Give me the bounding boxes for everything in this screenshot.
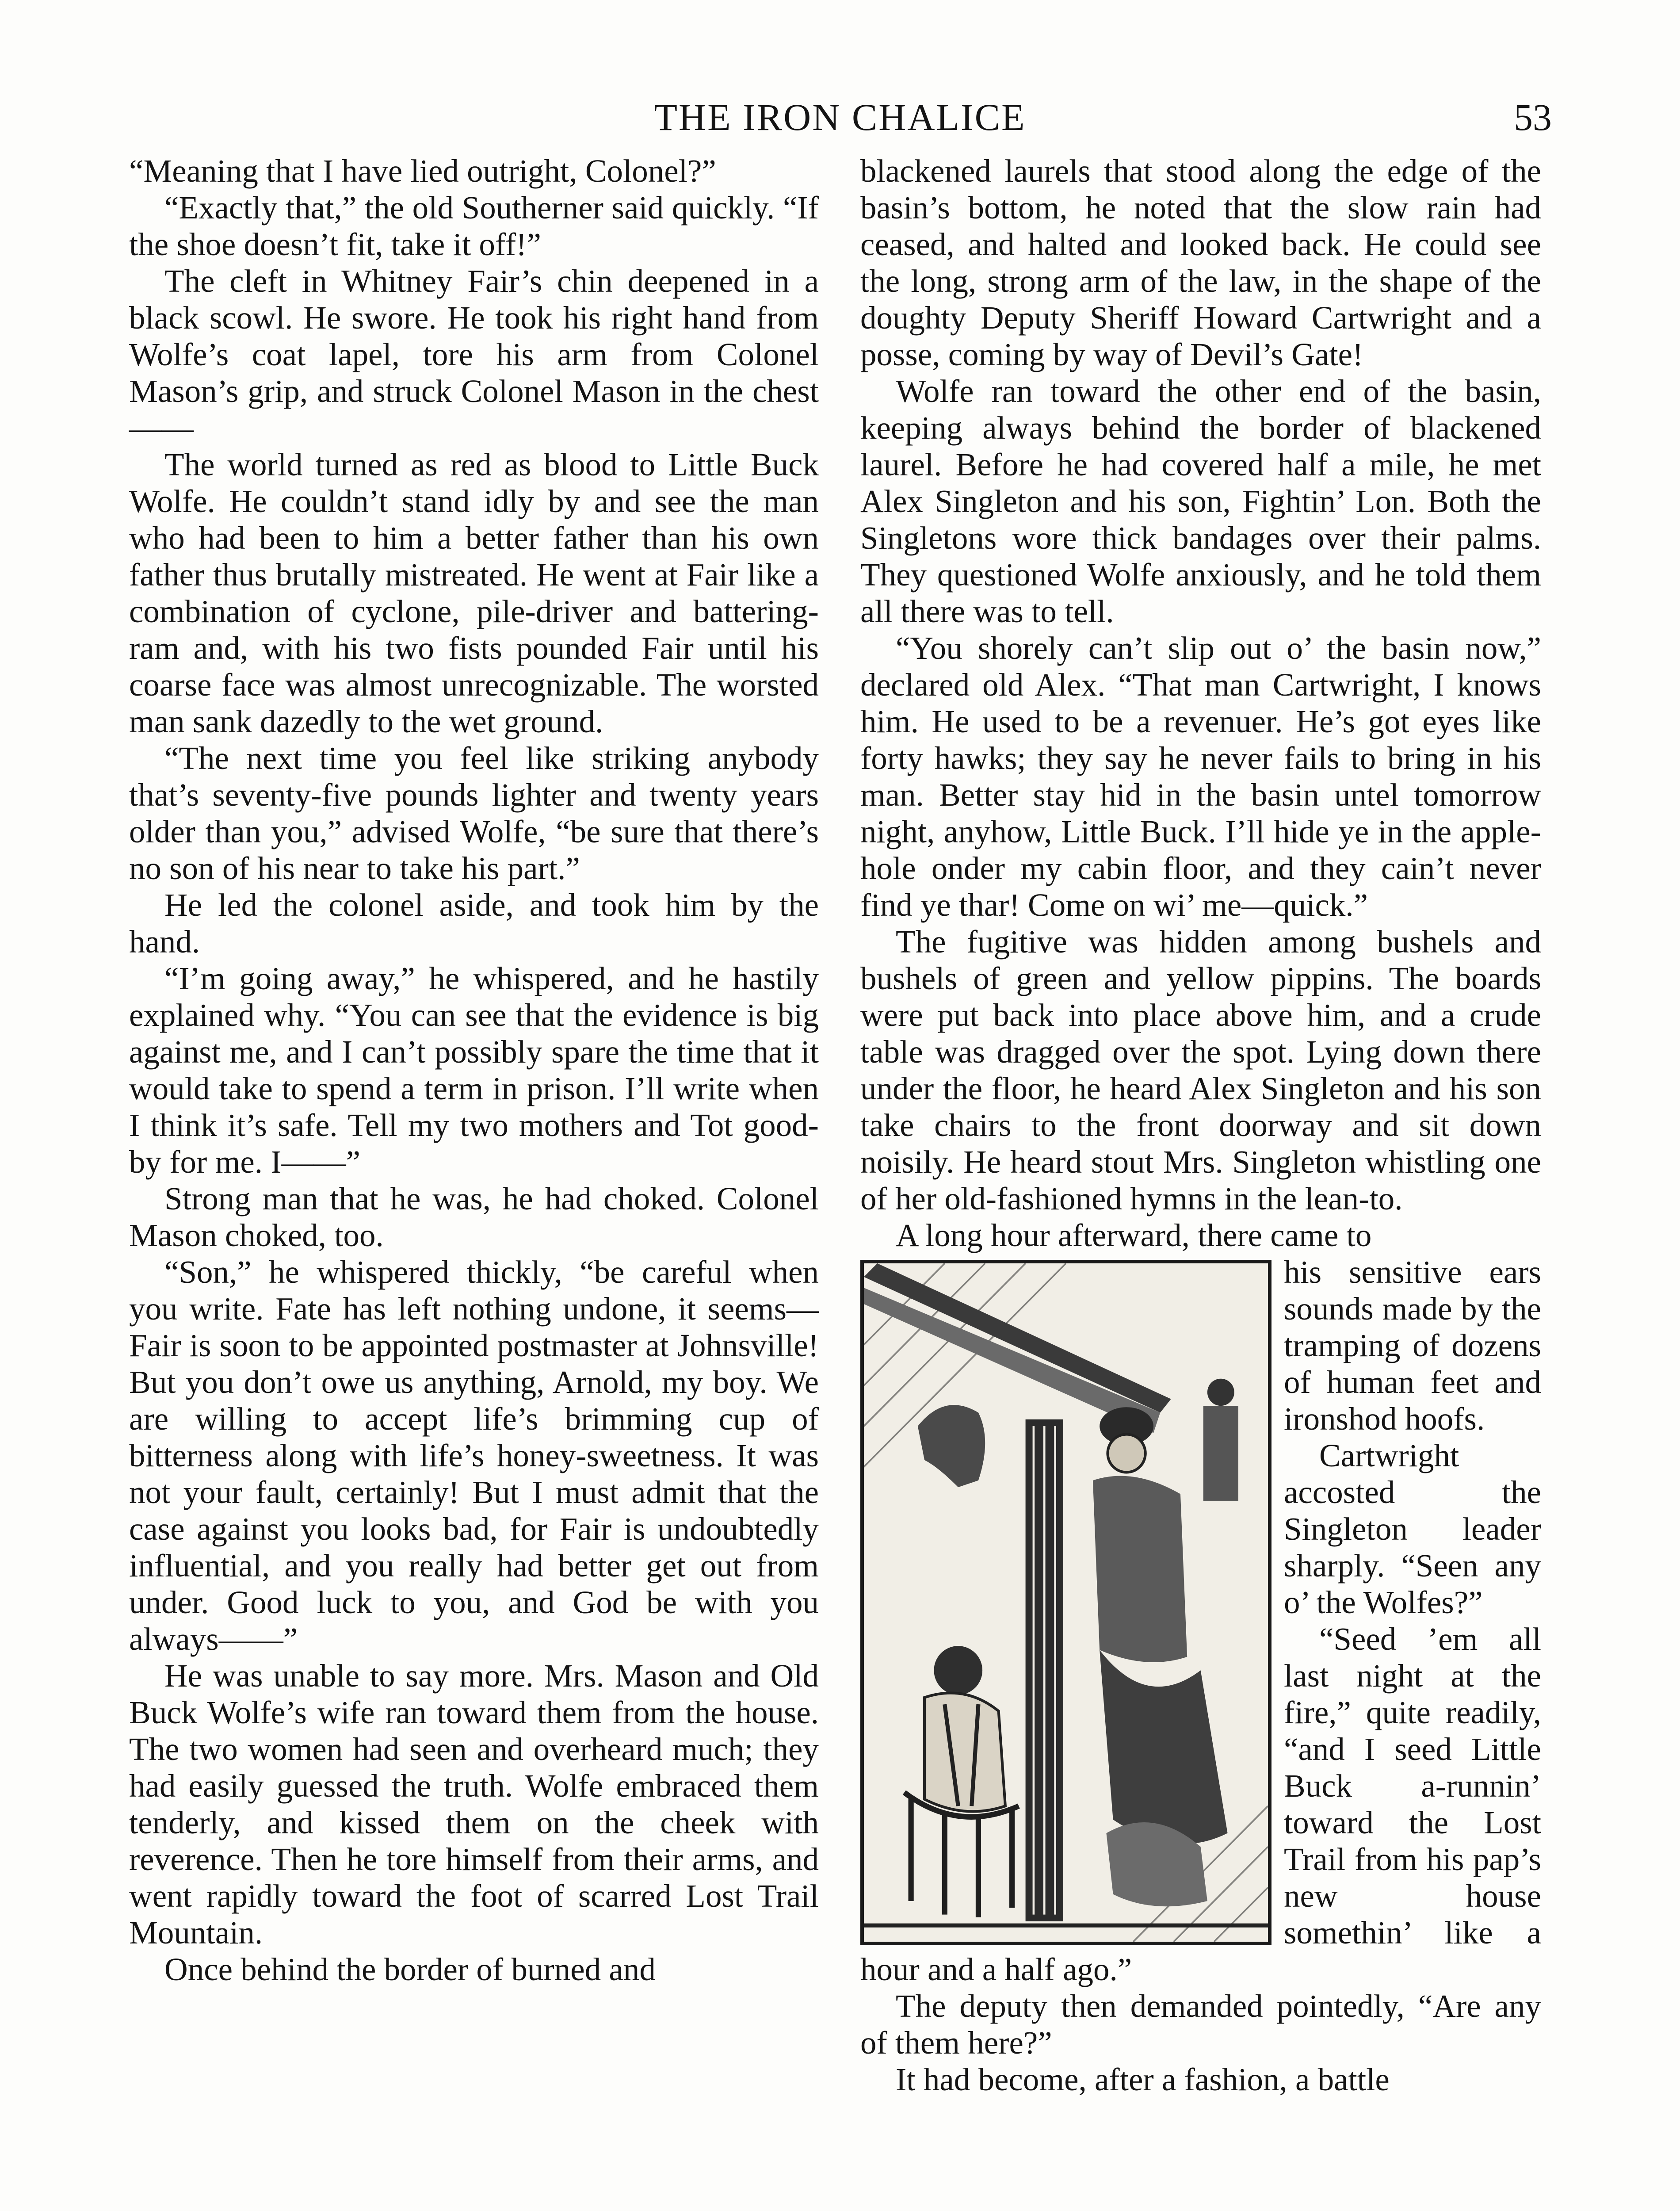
- paragraph: “Seed ’em all last night at the fire,” quite readily, “and I seed Little Buck a-runnin’ toward the Lost Trail from his pap’s new house somethin’ like a hour and a half ago.”: [860, 1621, 1541, 1987]
- paragraph: Wolfe ran toward the other end of the basin, keeping always behind the border of blackened laurel. Before he had covered half a mile, he met Alex Singleton and his son, Fightin’ Lon. Both the Singletons wore thick bandages over their palms. They questioned Wolfe anxiously, and he told them all there was to tell.: [860, 373, 1541, 629]
- paragraph: Cartwright accosted the Singleton leader sharply. “Seen any o’ the Wolfes?”: [1284, 1438, 1541, 1620]
- page-number: 53: [1514, 96, 1552, 138]
- paragraph: Strong man that he was, he had choked. Colonel Mason choked, too.: [129, 1181, 819, 1253]
- paragraph-continued: blackened laurels that stood along the edge of the basin’s bottom, he noted that the slow rain had ceased, and halted and looked back. He could see the long, strong arm of the law, in the shape of the doughty Deputy Sheriff Howard Cartwright and a posse, coming by way of Devil’s Gate!: [860, 153, 1541, 372]
- paragraph: He led the colonel aside, and took him by the hand.: [129, 887, 819, 960]
- running-title: THE IRON CHALICE: [654, 96, 1026, 138]
- paragraph: The cleft in Whitney Fair’s chin deepened in a black scowl. He swore. He took his right hand from Wolfe’s coat lapel, tore his arm from Colonel Mason’s grip, and struck Colonel Mason in the chest——: [129, 263, 819, 446]
- paragraph: The world turned as red as blood to Little Buck Wolfe. He couldn’t stand idly by and see the man who had been to him a better father than his own father thus brutally mistreated. He went at Fair like a combination of cyclone, pile-driver and battering-ram and, with his two fists pounded Fair until his coarse face was almost unrecognizable. The worsted man sank dazedly to the wet ground.: [129, 447, 819, 739]
- story-illustration: [860, 1260, 1271, 1945]
- paragraph: “Son,” he whispered thickly, “be careful when you write. Fate has left nothing undone, it seems—Fair is soon to be appointed postmaster at Johnsville! But you don’t owe us anything, Arnold, my boy. We are willing to accept life’s brimming cup of bitterness along with life’s honey-sweetness. It was not your fault, certainly! But I must admit that the case against you looks bad, for Fair is undoubtedly influential, and you really had better get out from under. Good luck to you, and God be with you always——”: [129, 1254, 819, 1657]
- paragraph: A long hour afterward, there came to: [896, 1217, 1372, 1253]
- paragraph: The fugitive was hidden among bushels and bushels of green and yellow pippins. The boards were put back into place above him, and a crude table was dragged over the spot. Lying down there under the floor, he heard Alex Singleton and his son take chairs to the front doorway and sit down noisily. He heard stout Mrs. Singleton whistling one of her old-fashioned hymns in the lean-to.: [860, 924, 1541, 1216]
- paragraph: “Meaning that I have lied outright, Colonel?”: [129, 153, 716, 189]
- paragraph: He was unable to say more. Mrs. Mason and Old Buck Wolfe’s wife ran toward them from the house. The two women had seen and overheard much; they had easily guessed the truth. Wolfe embraced them tenderly, and kissed them on the cheek with reverence. Then he tore himself from their arms, and went rapidly toward the foot of scarred Lost Trail Mountain.: [129, 1658, 819, 1951]
- paragraph: “Exactly that,” the old Southerner said quickly. “If the shoe doesn’t fit, take it off!”: [129, 190, 819, 262]
- illustration-drawing: [864, 1263, 1268, 1942]
- right-column: [860, 153, 1541, 2211]
- paragraph: The deputy then demanded pointedly, “Are any of them here?”: [860, 1988, 1541, 2061]
- paragraph: “You shorely can’t slip out o’ the basin now,” declared old Alex. “That man Cartwright, I knows him. He used to be a revenuer. He’s got eyes like forty hawks; they say he never fails to bring in his man. Better stay hid in the basin untel tomorrow night, anyhow, Little Buck. I’ll hide ye in the apple-hole onder my cabin floor, and they cain’t never find ye thar! Come on wi’ me—quick.”: [860, 630, 1541, 923]
- paragraph: “The next time you feel like striking anybody that’s seventy-five pounds lighter and twenty years older than you,” advised Wolfe, “be sure that there’s no son of his near to take his part.”: [129, 740, 819, 886]
- paragraph-continued: his sensitive ears sounds made by the tramping of dozens of human feet and ironshod hoofs.: [1284, 1254, 1541, 1437]
- left-column: [129, 153, 819, 2211]
- paragraph: It had become, after a fashion, a battle: [896, 2062, 1390, 2097]
- paragraph: Once behind the border of burned and: [164, 1951, 656, 1987]
- running-header: [0, 95, 1680, 148]
- paragraph: “I’m going away,” he whispered, and he hastily explained why. “You can see that the evidence is big against me, and I can’t possibly spare the time that it would take to spend a term in prison. I’ll write when I think it’s safe. Tell my two mothers and Tot good-by for me. I——”: [129, 960, 819, 1180]
